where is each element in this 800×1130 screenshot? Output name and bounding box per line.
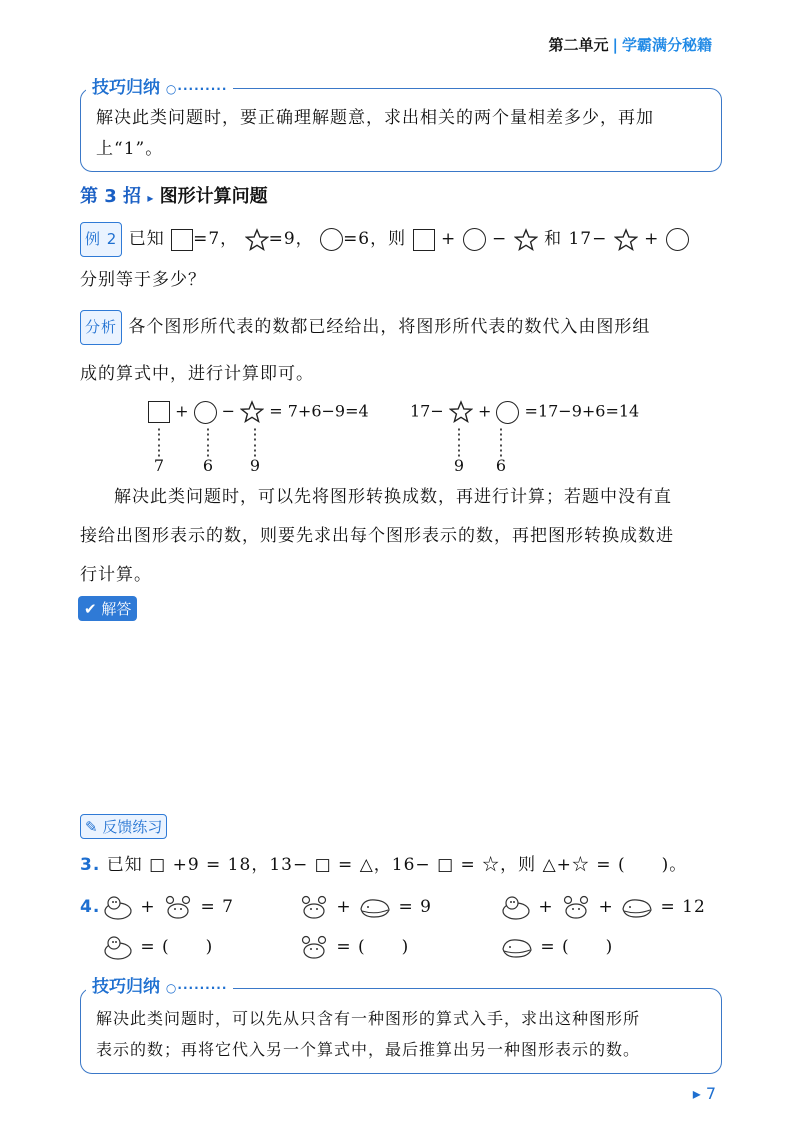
circle-icon bbox=[194, 401, 217, 424]
circle-icon bbox=[496, 401, 519, 424]
analysis-paragraph: 解决此类问题时，可以先将图形转换成数，再进行计算；若题中没有直 接给出图形表示的数，则要先求出每个图形表示的数，再把图形转换成数进 行计算。 bbox=[80, 487, 674, 585]
crab-icon bbox=[162, 895, 194, 921]
tip-box-2-text: 解决此类问题时，可以先从只含有一种图形的算式入手，求出这种图形所 表示的数；再将它代入另一个算式中，最后推算出另一种图形表示的数。 bbox=[96, 1009, 641, 1059]
star-icon bbox=[514, 228, 538, 252]
star-icon bbox=[614, 228, 638, 252]
example-badge: 例 2 bbox=[80, 222, 122, 257]
crab-icon bbox=[560, 895, 592, 921]
crab-icon bbox=[298, 935, 330, 961]
whale-icon bbox=[500, 935, 534, 961]
answer-badge: ✔ 解答 bbox=[78, 596, 137, 621]
example-2: 例 2 已知 =7， =9， =6，则 + − 和 17− + 分别等于多少？ bbox=[80, 222, 740, 296]
square-icon bbox=[171, 229, 193, 251]
section-title: 第 3 招 ▸ 图形计算问题 bbox=[80, 186, 268, 207]
seal-icon bbox=[500, 895, 532, 921]
tip-box-1-text: 解决此类问题时，要正确理解题意，求出相关的两个量相差多少，再加 上“1”。 bbox=[96, 108, 654, 159]
tip-box-2-title: 技巧归纳 ○········· bbox=[86, 972, 233, 997]
page-header: 第二单元 | 学霸满分秘籍 bbox=[548, 36, 712, 54]
question-4: 4. + = 7 + = 9 + + = 12 = ( ) = ( ) = ( ) bbox=[80, 892, 720, 972]
star-icon bbox=[240, 400, 264, 424]
star-icon bbox=[245, 228, 269, 252]
whale-icon bbox=[358, 895, 392, 921]
pencil-icon: ✎ bbox=[85, 818, 98, 836]
seal-icon bbox=[102, 895, 134, 921]
crab-icon bbox=[298, 895, 330, 921]
analysis-badge: 分析 bbox=[80, 310, 122, 345]
circle-icon bbox=[463, 228, 486, 251]
square-icon bbox=[413, 229, 435, 251]
star-icon bbox=[449, 400, 473, 424]
formula-1: + − = 7+6−9=4 bbox=[148, 400, 369, 424]
question-3: 3. 已知 □ +9 = 18，13− □ = △，16− □ = ☆，则 △+☆ = ( )。 bbox=[80, 855, 688, 875]
unit-label: 第二单元 bbox=[548, 36, 609, 54]
seal-icon bbox=[102, 935, 134, 961]
circle-icon bbox=[320, 228, 343, 251]
book-title: 学霸满分秘籍 bbox=[621, 36, 712, 54]
circle-icon bbox=[666, 228, 689, 251]
analysis: 分析 各个图形所代表的数都已经给出，将图形所代表的数代入由图形组 成的算式中，进行计算即可。 bbox=[80, 310, 730, 390]
formula-2: 17− + =17−9+6=14 bbox=[410, 400, 639, 424]
whale-icon bbox=[620, 895, 654, 921]
feedback-badge: ✎ 反馈练习 bbox=[80, 814, 167, 839]
page-number: ▸ 7 bbox=[692, 1084, 716, 1103]
tip-box-1-title: 技巧归纳 ○········· bbox=[86, 73, 233, 98]
square-icon bbox=[148, 401, 170, 423]
